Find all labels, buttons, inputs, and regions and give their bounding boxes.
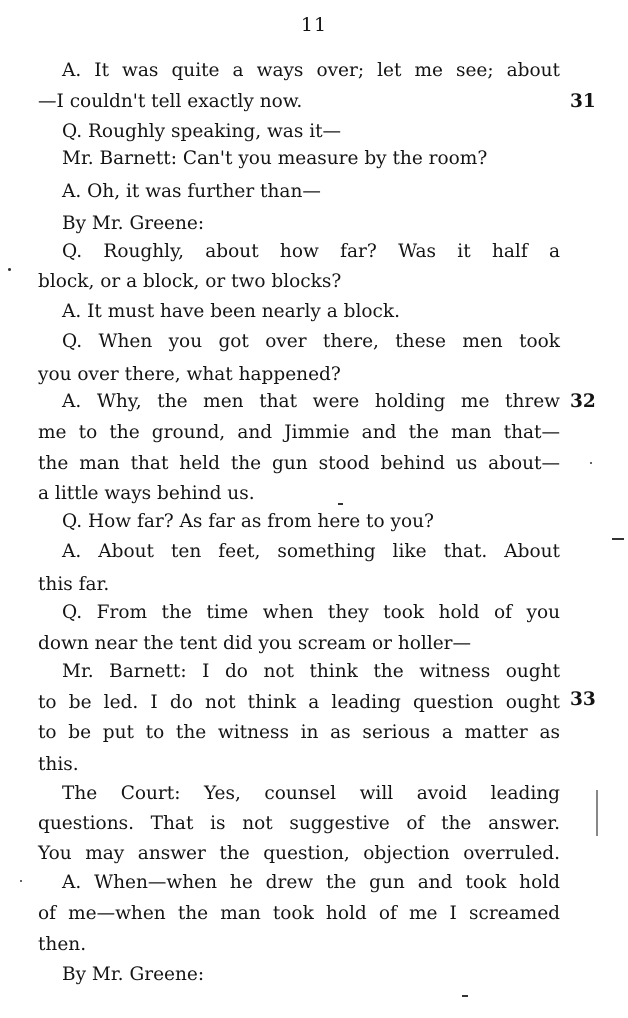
transcript-line: Mr. Barnett: Can't you measure by the room? [62, 148, 488, 169]
transcript-line: A. Why, the men that were holding me threw [62, 391, 560, 412]
transcript-line: questions. That is not suggestive of the answer. [38, 813, 560, 834]
transcript-line: A. It was quite a ways over; let me see; about [62, 60, 560, 81]
transcript-line: this far. [38, 574, 110, 595]
transcript-line: —I couldn't tell exactly now. [38, 91, 303, 112]
print-speck [596, 790, 598, 836]
transcript-line: Q. Roughly speaking, was it— [62, 121, 342, 142]
transcript-line: this. [38, 754, 79, 775]
transcript-line: the man that held the gun stood behind us about— [38, 453, 560, 474]
margin-folio-number: 31 [570, 91, 596, 112]
transcript-line: Q. How far? As far as from here to you? [62, 511, 434, 532]
transcript-line: block, or a block, or two blocks? [38, 271, 342, 292]
transcript-line: a little ways behind us. [38, 483, 255, 504]
transcript-line: Q. Roughly, about how far? Was it half a [62, 241, 560, 262]
margin-folio-number: 33 [570, 689, 596, 710]
print-speck [8, 268, 11, 271]
margin-folio-number: 32 [570, 391, 596, 412]
transcript-line: then. [38, 934, 87, 955]
transcript-line: A. About ten feet, something like that. About [62, 541, 560, 562]
transcript-line: you over there, what happened? [38, 364, 341, 385]
transcript-line: to be led. I do not think a leading question ought [38, 692, 560, 713]
transcript-line: Q. When you got over there, these men took [62, 331, 560, 352]
transcript-line: A. Oh, it was further than— [62, 181, 321, 202]
print-speck [338, 503, 343, 505]
transcript-line: Q. From the time when they took hold of you [62, 602, 560, 623]
transcript-line: me to the ground, and Jimmie and the man that— [38, 422, 560, 443]
transcript-line: A. It must have been nearly a block. [62, 301, 401, 322]
print-speck [612, 538, 624, 540]
transcript-line: of me—when the man took hold of me I screamed [38, 903, 560, 924]
page-number: 11 [300, 14, 328, 36]
print-speck [590, 462, 592, 464]
transcript-line: The Court: Yes, counsel will avoid leading [62, 783, 560, 804]
print-speck [20, 880, 22, 882]
transcript-line: down near the tent did you scream or holler— [38, 633, 472, 654]
transcript-line: By Mr. Greene: [62, 964, 205, 985]
transcript-line: to be put to the witness in as serious a matter as [38, 722, 560, 743]
transcript-line: Mr. Barnett: I do not think the witness ought [62, 661, 560, 682]
print-speck [462, 995, 468, 997]
transcript-line: By Mr. Greene: [62, 213, 205, 234]
transcript-line: A. When—when he drew the gun and took hold [62, 872, 560, 893]
transcript-line: You may answer the question, objection overruled. [38, 843, 560, 864]
